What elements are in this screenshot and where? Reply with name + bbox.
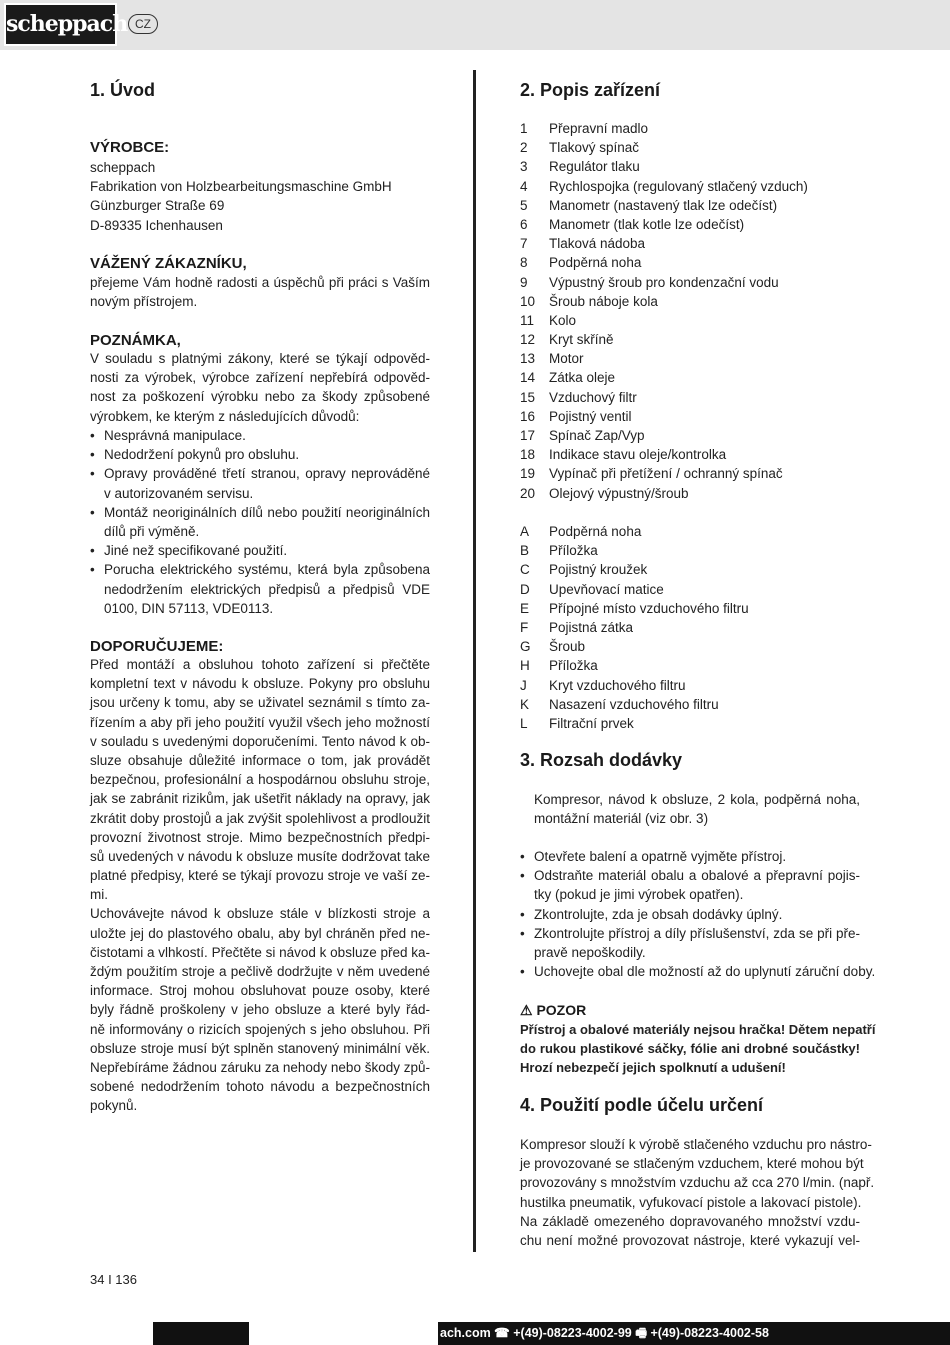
part-label: Kryt skříně — [549, 332, 614, 348]
part-label: Podpěrná noha — [549, 255, 642, 271]
parts-list-item — [520, 253, 808, 272]
part-number: 13 — [520, 351, 536, 367]
part-label: Upevňovací matice — [549, 581, 664, 597]
part-label: Tlakový spínač — [549, 140, 640, 156]
note-bullet-line: • Jiné než specifikované použití. — [90, 541, 430, 560]
parts-letter-item — [520, 714, 749, 733]
recommend-line: ně informovány o rizicích spojených s jeho obsluhou. Při — [90, 1021, 430, 1037]
scope-bullet-line: • Otevřete balení a opatrně vyjměte přístroj. — [520, 847, 860, 866]
part-number: 15 — [520, 389, 536, 405]
use-line: Na základě omezeného dopravovaného množství vzdu- — [520, 1213, 860, 1229]
section-title-scope: 3. Rozsah dodávky — [520, 750, 683, 770]
parts-list — [520, 119, 808, 503]
use-line: chu není možné provozovat nástroje, které vykazují vel- — [520, 1232, 860, 1248]
part-number: 11 — [520, 312, 535, 328]
customer-line: novým přístrojem. — [90, 294, 198, 310]
part-number: 12 — [520, 332, 536, 348]
part-label: Pojistný ventil — [549, 408, 632, 424]
part-number: 3 — [520, 159, 528, 175]
note-bullet-line: dílů při výměně. — [104, 523, 200, 539]
part-label: Pojistná zátka — [549, 619, 634, 635]
part-number: 10 — [520, 293, 536, 309]
part-label: Filtrační prvek — [549, 715, 634, 731]
part-label: Nasazení vzduchového filtru — [549, 696, 719, 712]
parts-letter-item — [520, 676, 749, 695]
part-label: Výpustný šroub pro kondenzační vodu — [549, 274, 779, 290]
warning-line: Přístroj a obalové materiály nejsou hračka! Dětem nepatří — [520, 1022, 876, 1037]
page-number: 34 I 136 — [90, 1272, 137, 1287]
parts-letter-item — [520, 637, 749, 656]
part-label: Indikace stavu oleje/kontrolka — [549, 447, 727, 463]
use-line: provozovány s množstvím vzduchu až cca 270 l/min. (např. — [520, 1175, 875, 1191]
parts-list-item — [520, 445, 808, 464]
scope-bullet-line: • Odstraňte materiál obalu a obalové a přepravní pojis- — [520, 866, 860, 885]
part-number: 20 — [520, 485, 536, 501]
part-label: Kryt vzduchového filtru — [549, 677, 686, 693]
recommend-line: sů uvedených v návodu k obsluze musíte dodržovat take — [90, 848, 430, 864]
section-title-use: 4. Použití podle účelu určení — [520, 1095, 764, 1115]
warning-title: ⚠ POZOR — [520, 1002, 587, 1018]
part-label: Manometr (nastavený tlak lze odečíst) — [549, 197, 778, 213]
part-label: Spínač Zap/Vyp — [549, 428, 645, 443]
recommend-text — [90, 655, 430, 1116]
part-number: 4 — [520, 178, 528, 194]
part-label: Zátka oleje — [549, 370, 616, 386]
part-label: Vzduchový filtr — [549, 389, 637, 405]
part-number: 14 — [520, 370, 536, 386]
recommend-line: řízením a aby při jeho použití využil všech jeho možností — [90, 714, 430, 730]
maker-line: D-89335 Ichenhausen — [90, 217, 223, 233]
note-bullet-line: v autorizovaném servisu. — [104, 485, 254, 501]
part-number: 7 — [520, 236, 528, 252]
part-number: E — [520, 600, 530, 616]
recommend-line: Před montáží a obsluhou tohoto zařízení si přečtěte — [90, 657, 430, 672]
parts-letter-item — [520, 599, 749, 618]
parts-list-item — [520, 215, 808, 234]
recommend-line: jak se zabránit rizikům, jak ušetřit náklady na opravy, jak — [90, 791, 430, 807]
recommend-line: zkrátit doby prostojů a jak zvýšit spolehlivost a prodloužit — [90, 810, 430, 826]
recommend-line: pokynů. — [90, 1098, 138, 1114]
scope-text — [534, 790, 860, 828]
recommend-line: sluze obsahuje důležité informace o tom, jak provádět — [90, 752, 430, 768]
part-number: C — [520, 562, 530, 578]
note-bullet-line: 0100, DIN 57113, VDE0113. — [104, 600, 274, 616]
parts-list-item — [520, 349, 808, 368]
note-heading: POZNÁMKA, — [90, 332, 181, 349]
recommend-heading: DOPORUČUJEME: — [90, 638, 224, 655]
part-label: Kolo — [549, 312, 577, 328]
footer-contact: ach.com ☎ +(49)-08223-4002-99 🖷 +(49)-08223-4002-58 — [440, 1326, 769, 1340]
use-text — [520, 1135, 875, 1250]
part-number: H — [520, 658, 530, 674]
recommend-line: sobené nedodržením tohoto návodu a bezpečnostních — [90, 1079, 430, 1095]
recommend-line: uložte jej do plastového obalu, aby byl chráněn před ne- — [90, 925, 430, 941]
part-number: J — [520, 677, 527, 693]
parts-letter-item — [520, 560, 749, 579]
parts-letter-item — [520, 580, 749, 599]
part-number: 1 — [520, 121, 528, 136]
parts-list-item — [520, 311, 808, 330]
scope-bullet-line: tky (pokud je jimi výrobek opatřen). — [534, 887, 744, 903]
note-bullet-line: nedodržením elektrických předpisů a předpisů VDE — [104, 581, 430, 597]
note-line: nost za poškození výrobku nebo za škody způsobené — [90, 389, 430, 405]
note-bullet-line: • Nedodržení pokynů pro obsluhu. — [90, 445, 430, 464]
maker-address — [90, 158, 392, 235]
footer-block — [249, 1322, 438, 1345]
maker-line: scheppach — [90, 160, 156, 175]
parts-list-item — [520, 119, 808, 138]
part-label: Tlaková nádoba — [549, 236, 646, 252]
note-line: V souladu s platnými zákony, které se týkají odpověd- — [90, 351, 430, 366]
scheppach-logo: scheppach — [4, 3, 117, 46]
part-number: 8 — [520, 255, 528, 271]
part-number: 2 — [520, 140, 528, 156]
parts-list-item — [520, 407, 808, 426]
customer-line: přejeme Vám hodně radosti a úspěchů při práci s Vaším — [90, 275, 430, 290]
recommend-line: platné předpisy, které se týkají provozu stroje ve vaší ze- — [90, 868, 430, 884]
parts-list-item — [520, 234, 808, 253]
recommend-line: obsluze stroje musí být splněn stanovený minimální věk. — [90, 1040, 430, 1056]
recommend-line: bezpečnou, profesionální a hospodárnou obsluhu stroje, — [90, 772, 430, 788]
section-title-intro: 1. Úvod — [90, 80, 156, 100]
part-number: B — [520, 543, 530, 559]
part-number: L — [520, 715, 528, 731]
part-label: Vypínač při přetížení / ochranný spínač — [549, 466, 783, 482]
maker-line: Fabrikation von Holzbearbeitungsmaschine GmbH — [90, 179, 392, 195]
scope-bullet-line: • Uchovejte obal dle možností až do uplynutí záruční doby. — [520, 962, 860, 981]
parts-list-item — [520, 368, 808, 387]
recommend-line: provozní životnost stroje. Mimo bezpečnostních předpi- — [90, 829, 430, 845]
warning-line: Hrozí nebezpečí jejich spolknutí a udušení! — [520, 1060, 786, 1076]
part-label: Šroub — [549, 639, 586, 655]
column-divider — [473, 70, 476, 1252]
warning-text — [520, 1020, 876, 1078]
note-bullet-line: • Nesprávná manipulace. — [90, 426, 430, 445]
part-label: Přepravní madlo — [549, 121, 649, 136]
part-label: Regulátor tlaku — [549, 159, 640, 175]
parts-list-item — [520, 292, 808, 311]
recommend-line: ždým použitím stroje a pečlivě dodržujte v něm uvedené — [90, 964, 430, 979]
parts-list-item — [520, 426, 808, 445]
language-badge: CZ — [128, 14, 158, 34]
part-number: 17 — [520, 428, 536, 443]
part-label: Příložka — [549, 658, 598, 674]
note-bullet-line: • Porucha elektrického systému, která byla způsobena — [90, 560, 430, 579]
part-number: 16 — [520, 408, 536, 424]
scope-bullet-line: • Zkontrolujte přístroj a díly příslušenství, zda se při pře- — [520, 924, 860, 943]
part-number: F — [520, 619, 529, 635]
recommend-line: informace. Stroj mohou obsluhovat pouze osoby, které — [90, 983, 430, 999]
part-label: Rychlospojka (regulovaný stlačený vzduch) — [549, 178, 808, 194]
parts-letter-item — [520, 656, 749, 675]
scope-line: Kompresor, návod k obsluze, 2 kola, podpěrná noha, — [534, 792, 860, 807]
parts-list-item — [520, 388, 808, 407]
part-label: Olejový výpustný/šroub — [549, 485, 689, 501]
part-label: Podpěrná noha — [549, 524, 642, 539]
part-number: 5 — [520, 197, 528, 213]
part-label: Motor — [549, 351, 584, 367]
part-number: 18 — [520, 447, 536, 463]
customer-heading: VÁŽENÝ ZÁKAZNÍKU, — [90, 255, 247, 272]
use-line: je provozované se stlačeným vzduchem, které mohou být — [520, 1156, 864, 1172]
parts-letter-item — [520, 522, 749, 541]
page-header — [0, 0, 950, 50]
part-number: D — [520, 581, 530, 597]
use-line: hustilka pneumatik, vyfukovací pistole a lakovací pistole). — [520, 1194, 862, 1210]
note-text — [90, 349, 430, 426]
parts-letter-item — [520, 618, 749, 637]
section-title-description: 2. Popis zařízení — [520, 80, 661, 100]
customer-text — [90, 273, 430, 311]
note-line: nosti za výrobek, výrobce zařízení nepřebírá odpověd- — [90, 370, 430, 386]
maker-heading: VÝROBCE: — [90, 139, 170, 156]
page-footer — [0, 1322, 950, 1345]
note-bullet-list — [90, 426, 430, 618]
parts-list-item — [520, 464, 808, 483]
parts-list-item — [520, 330, 808, 349]
part-label: Přípojné místo vzduchového filtru — [549, 600, 749, 616]
recommend-line: mi. — [90, 887, 108, 903]
parts-list-item — [520, 157, 808, 176]
note-bullet-line: • Montáž neoriginálních dílů nebo použití neoriginálních — [90, 503, 430, 522]
recommend-line: v souladu s uvedenými doporučeními. Tento návod k ob- — [90, 733, 430, 749]
part-number: A — [520, 524, 530, 539]
scope-bullet-list — [520, 847, 876, 981]
parts-letter-item — [520, 541, 749, 560]
note-line: výrobkem, ke kterým z následujících důvodů: — [90, 408, 360, 424]
recommend-line: čistotami a vlhkostí. Přečtěte si návod k obsluze před ka- — [90, 944, 430, 960]
parts-letter-list — [520, 522, 749, 733]
part-label: Manometr (tlak kotle lze odečíst) — [549, 216, 745, 232]
parts-list-item — [520, 177, 808, 196]
parts-list-item — [520, 273, 808, 292]
warning-line: do rukou plastikové sáčky, fólie ani drobné součástky! — [520, 1041, 860, 1057]
parts-list-item — [520, 484, 808, 503]
parts-letter-item — [520, 695, 749, 714]
part-number: K — [520, 696, 530, 712]
recommend-line: byly řádně proškoleny v jeho obsluze a které byly řád- — [90, 1002, 430, 1018]
part-number: 9 — [520, 274, 528, 290]
part-number: 6 — [520, 216, 528, 232]
use-line: Kompresor slouží k výrobě stlačeného vzduchu pro nástro- — [520, 1137, 872, 1152]
part-number: 19 — [520, 466, 536, 482]
part-label: Pojistný kroužek — [549, 562, 648, 578]
footer-block — [0, 1322, 153, 1345]
maker-line: Günzburger Straße 69 — [90, 198, 225, 214]
part-label: Šroub náboje kola — [549, 293, 658, 309]
part-number: G — [520, 639, 531, 655]
scope-line: montážní materiál (viz obr. 3) — [534, 811, 709, 827]
parts-list-item — [520, 196, 808, 215]
part-label: Příložka — [549, 543, 598, 559]
recommend-line: Nepřebíráme žádnou záruku za nehody nebo škody způ- — [90, 1059, 430, 1075]
parts-list-item — [520, 138, 808, 157]
scope-bullet-line: pravě nepoškodily. — [534, 944, 646, 960]
recommend-line: Uchovávejte návod k obsluze stále v blízkosti stroje a — [90, 906, 430, 922]
note-bullet-line: • Opravy prováděné třetí stranou, opravy neprováděné — [90, 464, 430, 483]
recommend-line: kompletní text v návodu k obsluze. Pokyny pro obsluhu — [90, 676, 430, 692]
scope-bullet-line: • Zkontrolujte, zda je obsah dodávky úplný. — [520, 905, 860, 924]
recommend-line: jsou určeny k tomu, aby se uživatel seznámil s tímto za- — [90, 695, 430, 711]
